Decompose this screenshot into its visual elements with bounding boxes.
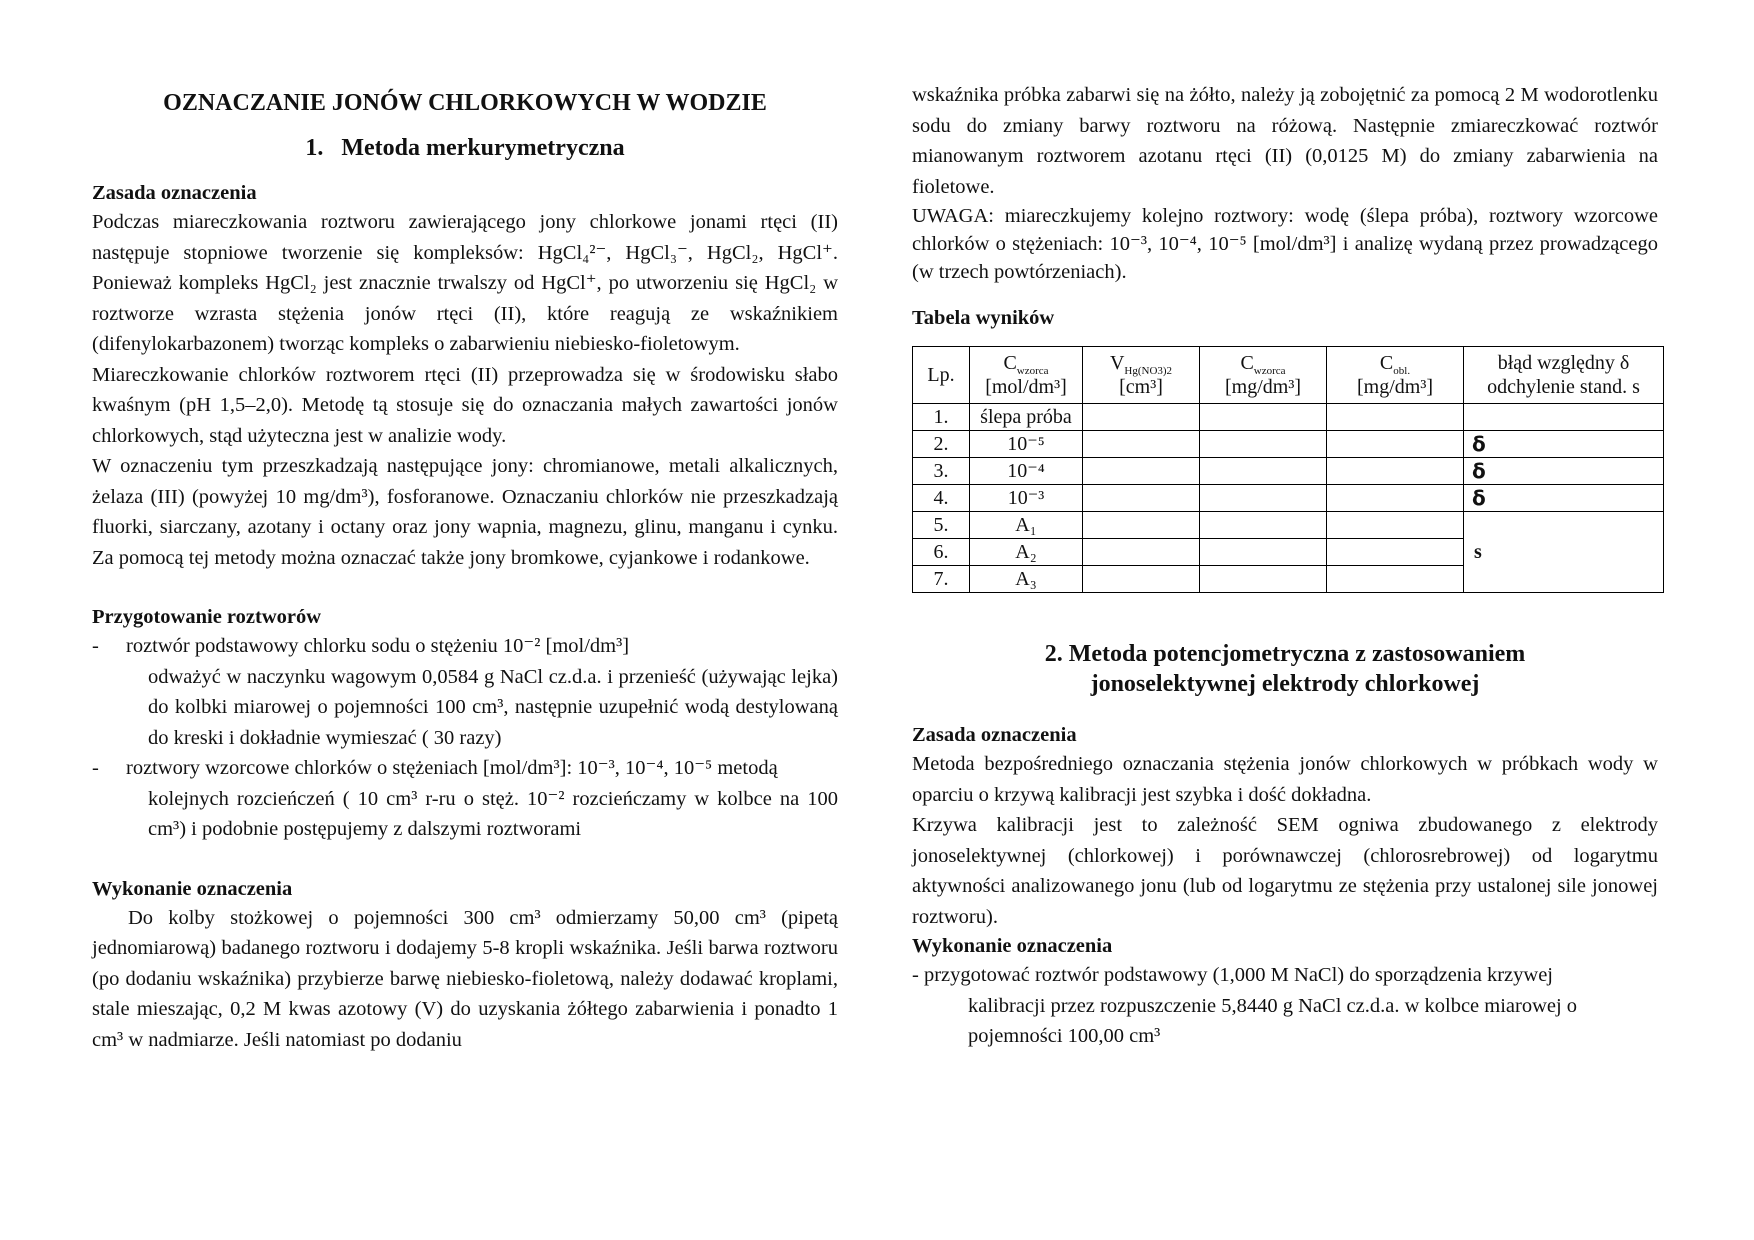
cell-error [1464, 404, 1664, 431]
uwaga-paragraph: UWAGA: miareczkujemy kolejno roztwory: wodę (ślepa próba), roztwory wzorcowe chlorków o stężeniach: 10⁻³, 10⁻⁴, 10⁻⁵ [mol/dm³] i analizę wydaną przez prowadzącego (w trzech powtórzeniach). [912, 205, 1658, 283]
zasada-paragraph-1: Podczas miareczkowania roztworu zawierającego jony chlorkowe jonami rtęci (II) następuje stopniowe tworzenie się kompleksów: HgCl₄²⁻, HgCl₃⁻, HgCl₂, HgCl⁺. Ponieważ kompleks HgCl₂ jest znacznie trwalszy od HgCl⁺, po utworzeniu się HgCl₂ w roztworze wzrasta stężenia jonów rtęci (II), które reagują ze wskaźnikiem (difenylokarbazonem) tworząc kompleks o zabarwieniu niebiesko-fioletowym. [92, 211, 838, 355]
cell-empty [1327, 539, 1464, 566]
cell-empty [1200, 431, 1327, 458]
cell-c: 10⁻⁴ [970, 458, 1083, 485]
header-c-wzorca-mg: $C_{wzorca}$ [mg/dm³] [1200, 347, 1327, 404]
cell-empty [1083, 566, 1200, 593]
section-2-heading [912, 639, 1658, 699]
table-row [913, 458, 1664, 485]
zasada-paragraph-3: W oznaczeniu tym przeszkadzają następujące jony: chromianowe, metali alkalicznych, żelaza (III) (powyżej 10 mg/dm³), fosforanowe. Oznaczaniu chlorków nie przeszkadzają fluorki, siarczany, azotany i octany oraz jony wapnia, magnezu, glinu, manganu i cynku. Za pomocą tej metody można oznaczać także jony bromkowe, cyjankowe i rodankowe. [92, 455, 838, 569]
cell-c: ślepa próba [970, 404, 1083, 431]
cell-lp: 2. [913, 431, 970, 458]
cell-c: A₃ [970, 566, 1083, 593]
cell-empty [1327, 458, 1464, 485]
section-2-title-line-2: jonoselektywnej elektrody chlorkowej [1090, 671, 1480, 697]
cell-c: A₁ [970, 512, 1083, 539]
cell-empty [1327, 512, 1464, 539]
cell-lp: 1. [913, 404, 970, 431]
zasada-heading: Zasada oznaczenia [92, 182, 257, 204]
zasada-2-paragraph-2: Krzywa kalibracji jest to zależność SEM ogniwa zbudowanego z elektrody jonoselektywnej (chlorkowej) i porównawczej (chlorosrebrowej) od logarytmu aktywności analizowanego jonu (lub od logarytmu ze stężenia przy ustalonej sile jonowej roztworu). [912, 814, 1658, 928]
continuation-paragraph: wskaźnika próbka zabarwi się na żółto, należy ją zobojętnić za pomocą 2 M wodorotlenku sodu do zmiany barwy roztworu na różową. Następnie zmiareczkować roztwór mianowanym roztworem azotanu rtęci (II) (0,0125 M) do zmiany zabarwienia na fioletowe. [912, 84, 1658, 198]
list-item-text: roztwór podstawowy chlorku sodu o stężeniu 10⁻² [mol/dm³] [126, 635, 630, 657]
wykonanie-2-heading: Wykonanie oznaczenia [912, 935, 1113, 957]
cell-empty [1083, 431, 1200, 458]
wykonanie-heading: Wykonanie oznaczenia [92, 877, 293, 900]
cell-empty [1200, 512, 1327, 539]
cell-lp: 6. [913, 539, 970, 566]
section-1-number: 1. [305, 134, 324, 161]
zasada-paragraph-2: Miareczkowanie chlorków roztworem rtęci (II) przeprowadza się w środowisku słabo kwaśnym (pH 1,5–2,0). Metodę tą stosuje się do oznaczania małych zawartości jonów chlorkowych, stąd użyteczna jest w analizie wody. [92, 363, 838, 447]
cell-empty [1200, 566, 1327, 593]
wykonanie-2-item-body: kalibracji przez rozpuszczenie 5,8440 g NaCl cz.d.a. w kolbce miarowej o pojemności 100,00 cm³ [968, 994, 1578, 1047]
cell-std-dev: s [1464, 512, 1664, 593]
cell-empty [1200, 458, 1327, 485]
header-c-obl: $C_{obl.}$ [mg/dm³] [1327, 347, 1464, 404]
zasada-2-heading: Zasada oznaczenia [912, 724, 1077, 746]
table-row [913, 404, 1664, 431]
list-dash: - [92, 757, 99, 779]
cell-empty [1327, 485, 1464, 512]
cell-empty [1083, 539, 1200, 566]
cell-empty [1327, 431, 1464, 458]
cell-lp: 7. [913, 566, 970, 593]
header-c-wzorca-mol: $C_{wzorca}$ [mol/dm³] [970, 347, 1083, 404]
cell-empty [1327, 566, 1464, 593]
list-item [92, 753, 838, 784]
table-header-row [913, 347, 1664, 404]
left-column [92, 82, 838, 1055]
list-item-body: odważyć w naczynku wagowym 0,0584 g NaCl cz.d.a. i przenieść (używając lejka) do kolbki miarowej o pojemności 100 cm³, następnie uzupełnić wodą destylowaną do kreski i dokładnie wymieszać ( 30 razy) [148, 665, 838, 749]
cell-empty [1083, 458, 1200, 485]
przygotowanie-heading: Przygotowanie roztworów [92, 606, 322, 628]
cell-empty [1200, 404, 1327, 431]
cell-empty [1083, 512, 1200, 539]
cell-empty [1200, 539, 1327, 566]
cell-lp: 4. [913, 485, 970, 512]
cell-empty [1327, 404, 1464, 431]
header-v-hg: $V_{Hg(NO3)2}$ [cm³] [1083, 347, 1200, 404]
cell-c: 10⁻⁵ [970, 431, 1083, 458]
table-row [913, 512, 1664, 539]
cell-empty [1083, 404, 1200, 431]
section-1-heading [92, 133, 838, 164]
list-item [92, 631, 838, 662]
cell-c: A₂ [970, 539, 1083, 566]
cell-lp: 3. [913, 458, 970, 485]
wykonanie-paragraph: Do kolby stożkowej o pojemności 300 cm³ odmierzamy 50,00 cm³ (pipetą jednomiarową) badanego roztworu i dodajemy 5-8 kropli wskaźnika. Jeśli barwa roztworu (po dodaniu wskaźnika) przybierze barwę niebiesko-fioletową, należy dodawać kroplami, stale mieszając, 0,2 M kwas azotowy (V) do uzyskania żółtego zabarwienia i ponadto 1 cm³ w nadmiarze. Jeśli natomiast po dodaniu [92, 906, 838, 1051]
cell-lp: 5. [913, 512, 970, 539]
section-2-title-line-1: 2. Metoda potencjometryczna z zastosowaniem [1044, 641, 1526, 667]
table-row [913, 485, 1664, 512]
header-blad: błąd względny δ odchylenie stand. s [1464, 347, 1664, 404]
tabela-heading: Tabela wyników [912, 307, 1055, 329]
results-table [912, 346, 1664, 593]
zasada-2-paragraph-1: Metoda bezpośredniego oznaczania stężenia jonów chlorkowych w próbkach wody w oparciu o krzywą kalibracji jest szybka i dość dokładna. [912, 753, 1658, 806]
cell-delta: δ [1464, 458, 1664, 485]
table-row [913, 431, 1664, 458]
cell-c: 10⁻³ [970, 485, 1083, 512]
document-title: OZNACZANIE JONÓW CHLORKOWYCH W WODZIE [163, 90, 767, 116]
cell-delta: δ [1464, 431, 1664, 458]
list-item-body: kolejnych rozcieńczeń ( 10 cm³ r-ru o stęż. 10⁻² rozcieńczamy w kolbce na 100 cm³) i podobnie postępujemy z dalszymi roztworami [148, 787, 838, 840]
cell-empty [1083, 485, 1200, 512]
header-lp: Lp. [913, 347, 970, 404]
wykonanie-2-item: - przygotować roztwór podstawowy (1,000 M NaCl) do sporządzenia krzywej [912, 964, 1554, 986]
section-1-title: Metoda merkurymetryczna [341, 134, 625, 161]
right-column [912, 80, 1658, 1052]
cell-empty [1200, 485, 1327, 512]
list-dash: - [92, 635, 99, 657]
list-item-text: roztwory wzorcowe chlorków o stężeniach [mol/dm³]: 10⁻³, 10⁻⁴, 10⁻⁵ metodą [126, 757, 778, 779]
cell-delta: δ [1464, 485, 1664, 512]
